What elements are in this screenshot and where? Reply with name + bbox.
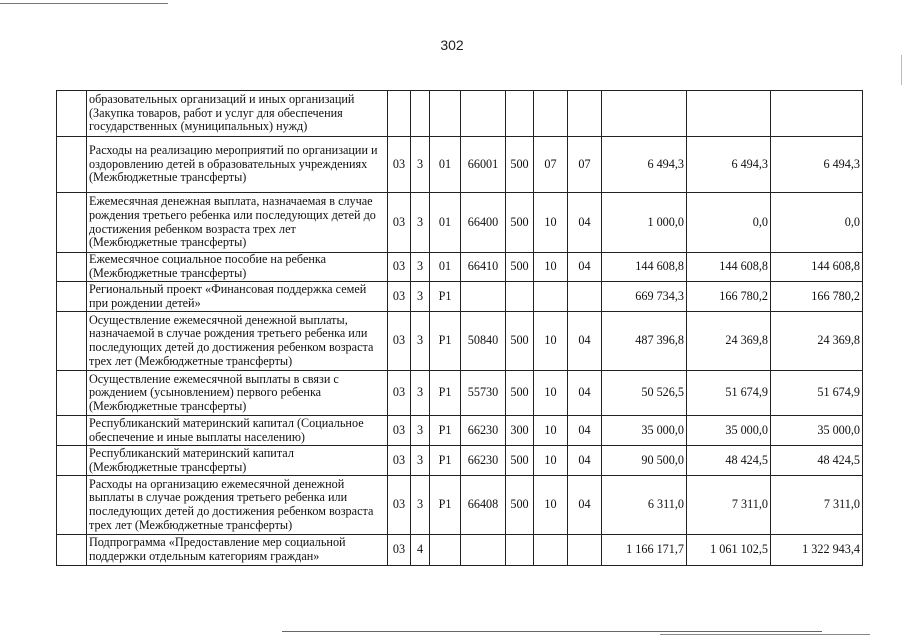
row-index-cell [57,446,87,476]
amount-cell-a2: 51 674,9 [687,371,771,416]
code-cell-c6: 10 [534,416,568,446]
code-cell-c2: 3 [411,476,430,535]
code-cell-c7: 07 [568,137,602,193]
code-cell-c2: 3 [411,416,430,446]
code-cell-c6: 10 [534,253,568,282]
code-cell-c6: 10 [534,312,568,371]
code-cell-c7 [568,91,602,137]
row-index-cell [57,137,87,193]
code-cell-c7 [568,282,602,312]
amount-cell-a2: 144 608,8 [687,253,771,282]
amount-cell-a1: 1 000,0 [602,193,687,253]
expense-name-cell: Республиканский материнский капитал (Межбюджетные трансферты) [87,446,388,476]
code-cell-c1: 03 [388,476,411,535]
amount-cell-a1: 144 608,8 [602,253,687,282]
expense-name-cell: Ежемесячное социальное пособие на ребенка (Межбюджетные трансферты) [87,253,388,282]
budget-table [56,90,863,566]
expense-name-cell: Расходы на реализацию мероприятий по организации и оздоровлению детей в образовательных учреждениях (Межбюджетные трансферты) [87,137,388,193]
code-cell-c1: 03 [388,535,411,566]
table-body [57,91,863,566]
code-cell-c3 [430,91,461,137]
code-cell-c1: 03 [388,371,411,416]
code-cell-c1: 03 [388,446,411,476]
code-cell-c3: P1 [430,282,461,312]
amount-cell-a2: 24 369,8 [687,312,771,371]
row-index-cell [57,416,87,446]
amount-cell-a2: 1 061 102,5 [687,535,771,566]
code-cell-c1: 03 [388,137,411,193]
code-cell-c1: 03 [388,253,411,282]
expense-name-cell: Осуществление ежемесячной денежной выплаты, назначаемой в случае рождения третьего ребенка или последующих детей до достижения ребенком возраста трех лет (Межбюджетные трансферты) [87,312,388,371]
amount-cell-a1: 50 526,5 [602,371,687,416]
code-cell-c1: 03 [388,193,411,253]
code-cell-c6: 10 [534,193,568,253]
amount-cell-a3: 144 608,8 [771,253,863,282]
amount-cell-a3: 166 780,2 [771,282,863,312]
row-index-cell [57,193,87,253]
code-cell-c5: 500 [506,371,534,416]
code-cell-c5: 500 [506,476,534,535]
code-cell-c2: 3 [411,282,430,312]
amount-cell-a2: 35 000,0 [687,416,771,446]
expense-name-cell: образовательных организаций и иных организаций (Закупка товаров, работ и услуг для обеспечения государственных (муниципальных) нужд) [87,91,388,137]
table-row [57,416,863,446]
code-cell-c5: 500 [506,193,534,253]
code-cell-c3: P1 [430,371,461,416]
row-index-cell [57,535,87,566]
code-cell-c7: 04 [568,446,602,476]
table-row [57,91,863,137]
table-row [57,476,863,535]
code-cell-c3: 01 [430,193,461,253]
code-cell-c3: 01 [430,137,461,193]
code-cell-c2: 3 [411,371,430,416]
code-cell-c6: 10 [534,446,568,476]
amount-cell-a3: 24 369,8 [771,312,863,371]
amount-cell-a1: 1 166 171,7 [602,535,687,566]
scan-edge-mark [901,55,902,85]
table-row [57,535,863,566]
code-cell-c4 [461,535,506,566]
code-cell-c4: 66400 [461,193,506,253]
expense-name-cell: Подпрограмма «Предоставление мер социальной поддержки отдельным категориям граждан» [87,535,388,566]
code-cell-c2: 3 [411,193,430,253]
table-row [57,253,863,282]
code-cell-c2: 3 [411,253,430,282]
row-index-cell [57,253,87,282]
amount-cell-a3: 48 424,5 [771,446,863,476]
code-cell-c7: 04 [568,371,602,416]
code-cell-c6 [534,282,568,312]
code-cell-c4: 66001 [461,137,506,193]
table-row [57,312,863,371]
table-row [57,282,863,312]
top-rule [0,3,168,4]
code-cell-c1: 03 [388,282,411,312]
amount-cell-a1: 6 494,3 [602,137,687,193]
table-row [57,193,863,253]
amount-cell-a1: 35 000,0 [602,416,687,446]
expense-name-cell: Ежемесячная денежная выплата, назначаемая в случае рождения третьего ребенка или последующих детей до достижения ребенком возраста трех лет (Межбюджетные трансферты) [87,193,388,253]
code-cell-c7: 04 [568,476,602,535]
code-cell-c3: P1 [430,476,461,535]
code-cell-c6: 07 [534,137,568,193]
code-cell-c4: 66230 [461,446,506,476]
amount-cell-a1: 669 734,3 [602,282,687,312]
table-row [57,371,863,416]
expense-name-cell: Республиканский материнский капитал (Социальное обеспечение и иные выплаты населению) [87,416,388,446]
amount-cell-a1 [602,91,687,137]
amount-cell-a2 [687,91,771,137]
code-cell-c3: P1 [430,446,461,476]
code-cell-c1: 03 [388,416,411,446]
code-cell-c4: 66408 [461,476,506,535]
row-index-cell [57,371,87,416]
amount-cell-a2: 48 424,5 [687,446,771,476]
code-cell-c5 [506,535,534,566]
expense-name-cell: Региональный проект «Финансовая поддержка семей при рождении детей» [87,282,388,312]
code-cell-c2: 3 [411,312,430,371]
code-cell-c2: 3 [411,137,430,193]
code-cell-c7: 04 [568,416,602,446]
amount-cell-a3: 51 674,9 [771,371,863,416]
amount-cell-a2: 166 780,2 [687,282,771,312]
bottom-rule-short [660,634,870,635]
amount-cell-a2: 0,0 [687,193,771,253]
amount-cell-a1: 6 311,0 [602,476,687,535]
code-cell-c4: 66410 [461,253,506,282]
code-cell-c5: 300 [506,416,534,446]
amount-cell-a2: 7 311,0 [687,476,771,535]
code-cell-c3: P1 [430,416,461,446]
code-cell-c5: 500 [506,312,534,371]
code-cell-c1 [388,91,411,137]
amount-cell-a3: 0,0 [771,193,863,253]
amount-cell-a3 [771,91,863,137]
code-cell-c6 [534,91,568,137]
amount-cell-a3: 35 000,0 [771,416,863,446]
code-cell-c4 [461,282,506,312]
table-row [57,137,863,193]
expense-name-cell: Расходы на организацию ежемесячной денежной выплаты в случае рождения третьего ребенка или последующих детей до достижения ребенком возраста трех лет (Межбюджетные трансферты) [87,476,388,535]
amount-cell-a1: 90 500,0 [602,446,687,476]
code-cell-c5: 500 [506,446,534,476]
code-cell-c3: P1 [430,312,461,371]
code-cell-c6: 10 [534,476,568,535]
row-index-cell [57,312,87,371]
code-cell-c7: 04 [568,312,602,371]
code-cell-c2 [411,91,430,137]
code-cell-c5: 500 [506,253,534,282]
amount-cell-a3: 6 494,3 [771,137,863,193]
code-cell-c2: 4 [411,535,430,566]
code-cell-c3 [430,535,461,566]
code-cell-c1: 03 [388,312,411,371]
code-cell-c4: 50840 [461,312,506,371]
code-cell-c6: 10 [534,371,568,416]
page-number: 302 [440,37,464,53]
code-cell-c6 [534,535,568,566]
code-cell-c2: 3 [411,446,430,476]
code-cell-c5: 500 [506,137,534,193]
code-cell-c7 [568,535,602,566]
amount-cell-a2: 6 494,3 [687,137,771,193]
amount-cell-a1: 487 396,8 [602,312,687,371]
code-cell-c4: 55730 [461,371,506,416]
code-cell-c4 [461,91,506,137]
bottom-rule [282,631,822,632]
code-cell-c4: 66230 [461,416,506,446]
code-cell-c7: 04 [568,253,602,282]
code-cell-c5 [506,282,534,312]
amount-cell-a3: 1 322 943,4 [771,535,863,566]
expense-name-cell: Осуществление ежемесячной выплаты в связи с рождением (усыновлением) первого ребенка (Межбюджетные трансферты) [87,371,388,416]
row-index-cell [57,476,87,535]
code-cell-c3: 01 [430,253,461,282]
row-index-cell [57,282,87,312]
code-cell-c7: 04 [568,193,602,253]
code-cell-c5 [506,91,534,137]
row-index-cell [57,91,87,137]
table-row [57,446,863,476]
amount-cell-a3: 7 311,0 [771,476,863,535]
